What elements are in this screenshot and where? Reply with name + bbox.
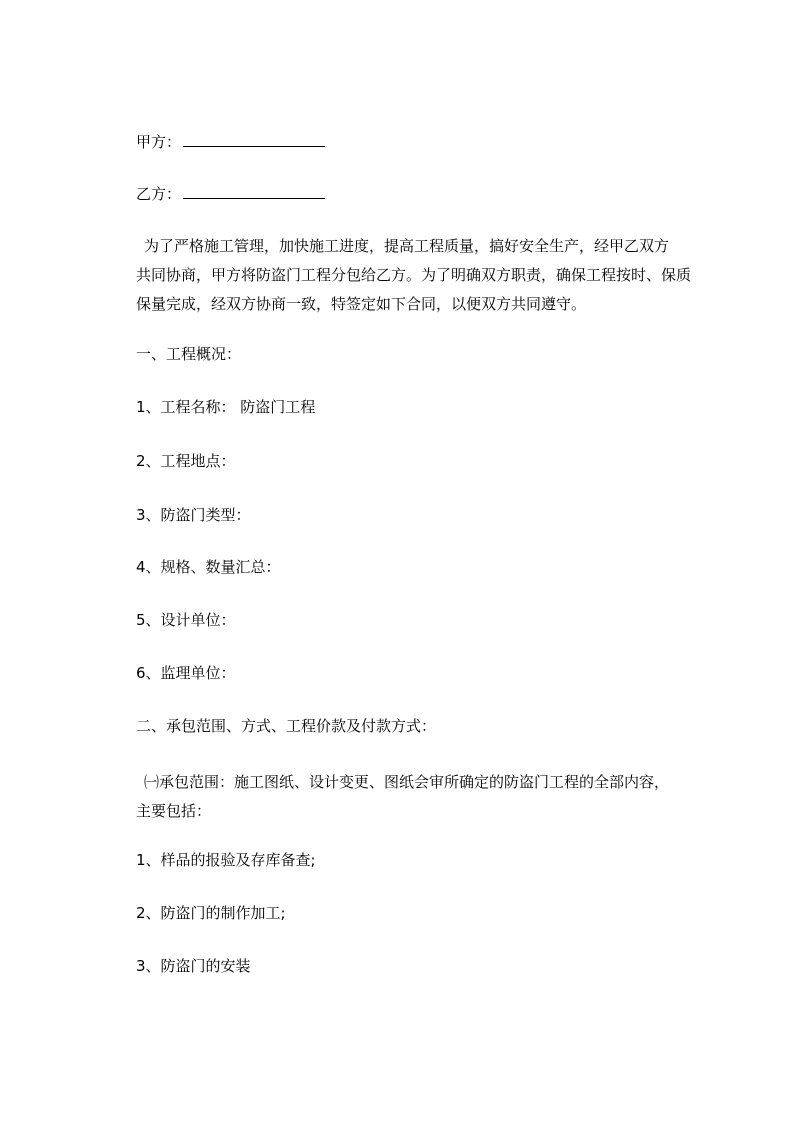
section-2-heading: 二、承包范围、方式、工程价款及付款方式：	[136, 717, 437, 735]
intro-paragraph	[136, 232, 700, 319]
section-1-item-6: 6、监理单位：	[136, 664, 236, 682]
section-1-item-2: 2、工程地点：	[136, 452, 236, 470]
section-2-item-2: 2、防盗门的制作加工;	[136, 904, 286, 922]
section-2-scope-paragraph	[136, 768, 700, 826]
intro-line-1: 为了严格施工管理，加快施工进度，提高工程质量，搞好安全生产，经甲乙双方	[144, 237, 670, 255]
party-b-line	[136, 184, 325, 204]
section-1-item-5: 5、设计单位：	[136, 611, 236, 629]
intro-line-2: 共同协商，甲方将防盗门工程分包给乙方。为了明确双方职责，确保工程按时、保质	[136, 266, 692, 284]
section-1-heading: 一、工程概况：	[136, 345, 242, 363]
party-a-line	[136, 132, 325, 152]
party-b-label: 乙方：	[136, 185, 182, 203]
section-2-scope-line-2: 主要包括：	[136, 802, 212, 820]
section-1-item-4: 4、规格、数量汇总：	[136, 558, 281, 576]
section-2-item-3: 3、防盗门的安装	[136, 957, 251, 975]
intro-line-3: 保量完成，经双方协商一致，特签定如下合同，以便双方共同遵守。	[136, 295, 587, 313]
section-1-item-1: 1、工程名称： 防盗门工程	[136, 398, 316, 416]
section-2-item-1: 1、样品的报验及存库备查;	[136, 851, 316, 869]
party-b-blank	[183, 184, 325, 199]
party-a-blank	[183, 132, 325, 147]
section-2-scope-line-1: ㈠承包范围：施工图纸、设计变更、图纸会审所确定的防盗门工程的全部内容，	[144, 773, 670, 791]
party-a-label: 甲方：	[136, 133, 182, 151]
section-1-item-3: 3、防盗门类型：	[136, 506, 251, 524]
